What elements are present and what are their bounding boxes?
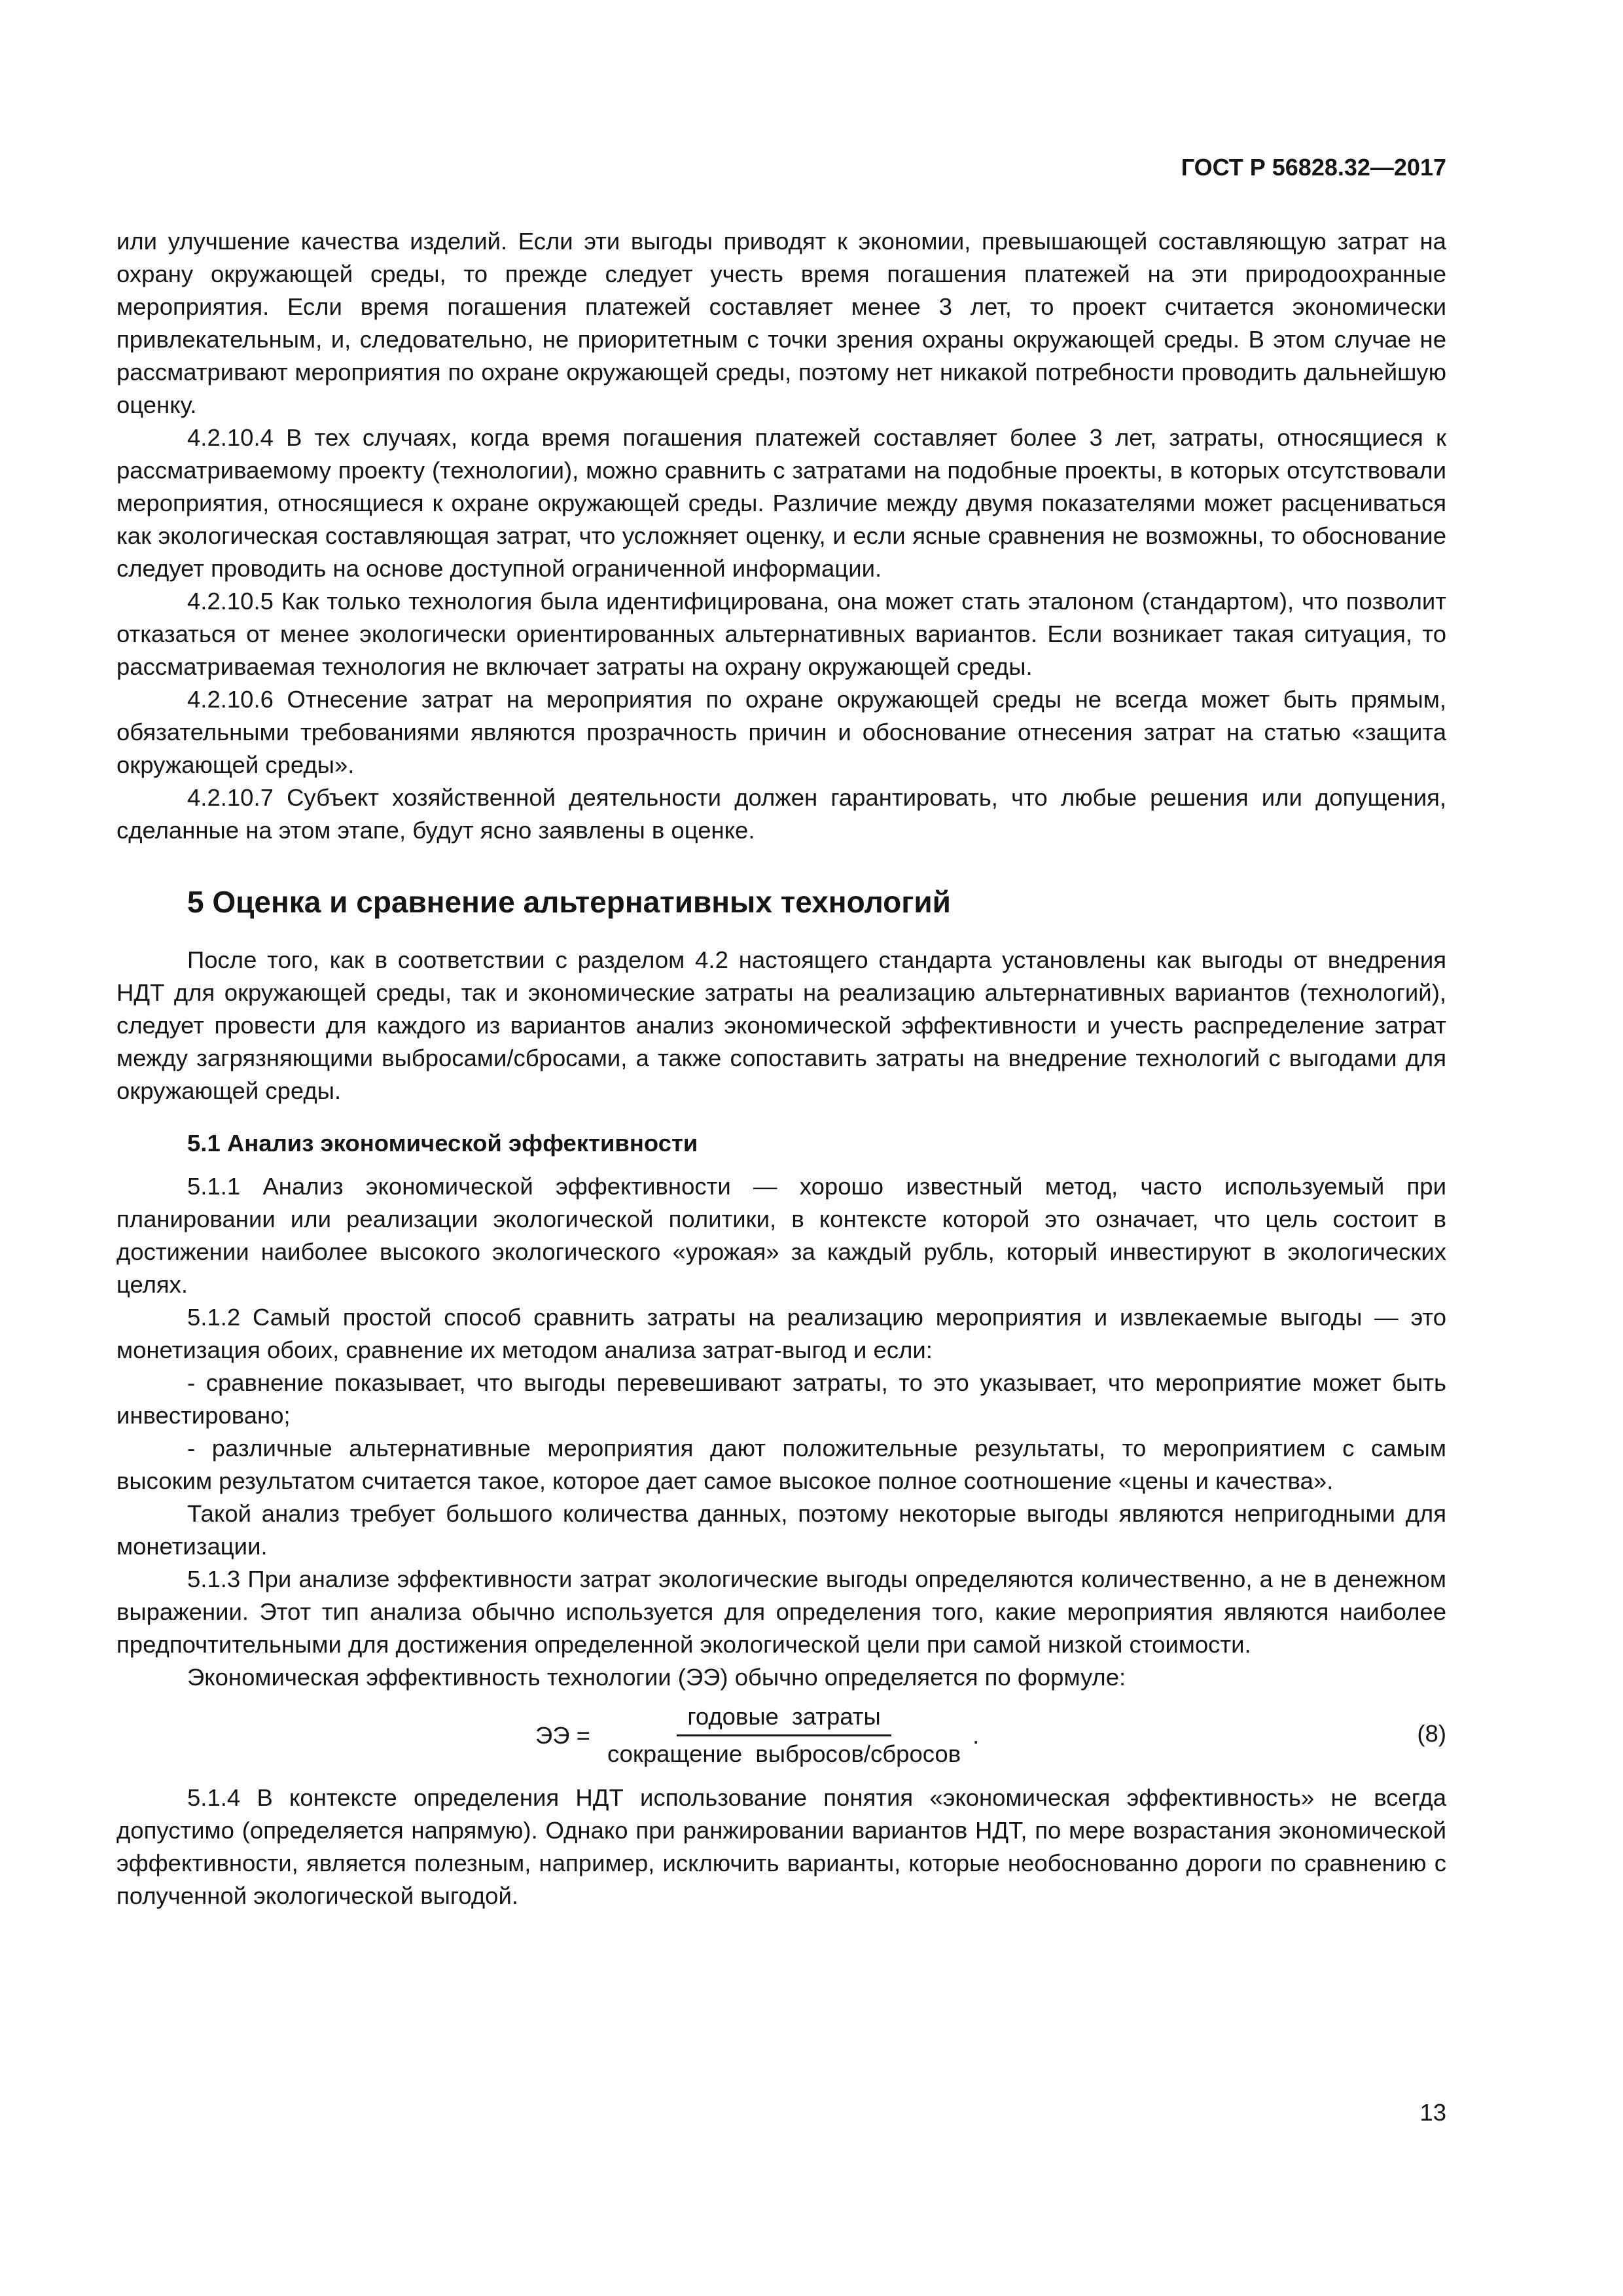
paragraph-4-2-10-4: 4.2.10.4 В тех случаях, когда время погашения платежей составляет более 3 лет, затраты, относящиеся к рассматриваемому проекту (технологии), можно сравнить с затратами на подобные проекты, в которых отсутствовали мероприятия, относящиеся к охране окружающей среды. Различие между двумя показателями может расцениваться как экологическая составляющая затрат, что усложняет оценку, и если ясные сравнения не возможны, то обоснование следует проводить на основе доступной ограниченной информации.	[116, 424, 1446, 582]
page-content	[116, 225, 1446, 1912]
formula-denominator: сокращение выбросов/сбросов	[607, 1740, 961, 1767]
paragraph: или улучшение качества изделий. Если эти выгоды приводят к экономии, превышающей составляющую затрат на охрану окружающей среды, то прежде следует учесть время погашения платежей на эти природоохранные мероприятия. Если время погашения платежей составляет менее 3 лет, то проект считается экономически привлекательным, и, следовательно, не приоритетным с точки зрения охраны окружающей среды. В этом случае не рассматривают мероприятия по охране окружающей среды, поэтому нет никакой потребности проводить дальнейшую оценку.	[116, 228, 1446, 418]
page-number: 13	[1419, 2099, 1446, 2126]
paragraph-5-1-3: 5.1.3 При анализе эффективности затрат экологические выгоды определяются количественно, а не в денежном выражении. Этот тип анализа обычно используется для определения того, какие мероприятия являются наиболее предпочтительными для достижения определенной экологической цели при самой низкой стоимости.	[116, 1566, 1446, 1658]
formula-expression	[535, 1702, 979, 1769]
formula-fraction	[597, 1702, 971, 1769]
document-code: ГОСТ Р 56828.32—2017	[1181, 154, 1446, 181]
list-item: - различные альтернативные мероприятия дают положительные результаты, то мероприятием с самым высоким результатом считается такое, которое дает самое высокое полное соотношение «цены и качества».	[116, 1435, 1446, 1494]
section-5-heading: 5 Оценка и сравнение альтернативных технологий	[187, 885, 951, 919]
paragraph-4-2-10-7: 4.2.10.7 Субъект хозяйственной деятельности должен гарантировать, что любые решения или допущения, сделанные на этом этапе, будут ясно заявлены в оценке.	[116, 784, 1446, 844]
paragraph-5-1-4: 5.1.4 В контексте определения НДТ использование понятия «экономическая эффективность» не всегда допустимо (определяется напрямую). Однако при ранжировании вариантов НДТ, по мере возрастания экономической эффективности, является полезным, например, исключить варианты, которые необоснованно дороги по сравнению с полученной экологической выгодой.	[116, 1784, 1446, 1909]
paragraph-5-1-1: 5.1.1 Анализ экономической эффективности — хорошо известный метод, часто используемый при планировании или реализации экологической политики, в контексте которой это означает, что цель состоит в достижении наиболее высокого экологического «урожая» за каждый рубль, который инвестируют в экологических целях.	[116, 1173, 1446, 1298]
paragraph-4-2-10-6: 4.2.10.6 Отнесение затрат на мероприятия по охране окружающей среды не всегда может быть прямым, обязательными требованиями являются прозрачность причин и обоснование отнесения затрат на статью «защита окружающей среды».	[116, 686, 1446, 778]
paragraph-5-1-2: 5.1.2 Самый простой способ сравнить затраты на реализацию мероприятия и извлекаемые выгоды — это монетизация обоих, сравнение их методом анализа затрат-выгод и если:	[116, 1304, 1446, 1363]
list-item: - сравнение показывает, что выгоды перевешивают затраты, то это указывает, что мероприятие может быть инвестировано;	[116, 1369, 1446, 1429]
formula-numerator: годовые затраты	[677, 1702, 891, 1736]
formula-intro: Экономическая эффективность технологии (ЭЭ) обычно определяется по формуле:	[187, 1664, 1126, 1691]
section-5-intro: После того, как в соответствии с разделом 4.2 настоящего стандарта установлены как выгоды от внедрения НДТ для окружающей среды, так и экономические затраты на реализацию альтернативных вариантов (технологий), следует провести для каждого из вариантов анализ экономической эффективности и учесть распределение затрат между загрязняющими выбросами/сбросами, а также сопоставить затраты на внедрение технологий с выгодами для окружающей среды.	[116, 946, 1446, 1104]
paragraph: Такой анализ требует большого количества данных, поэтому некоторые выгоды являются непригодными для монетизации.	[116, 1500, 1446, 1560]
formula-trailing-dot: .	[972, 1721, 980, 1749]
section-5-1-heading: 5.1 Анализ экономической эффективности	[187, 1130, 698, 1157]
paragraph-4-2-10-5: 4.2.10.5 Как только технология была идентифицирована, она может стать эталоном (стандартом), что позволит отказаться от менее экологически ориентированных альтернативных вариантов. Если возникает такая ситуация, то рассматриваемая технология не включает затраты на охрану окружающей среды.	[116, 588, 1446, 680]
formula-8	[116, 1696, 1446, 1772]
formula-lhs: ЭЭ =	[535, 1721, 590, 1749]
formula-number: (8)	[1417, 1720, 1446, 1747]
